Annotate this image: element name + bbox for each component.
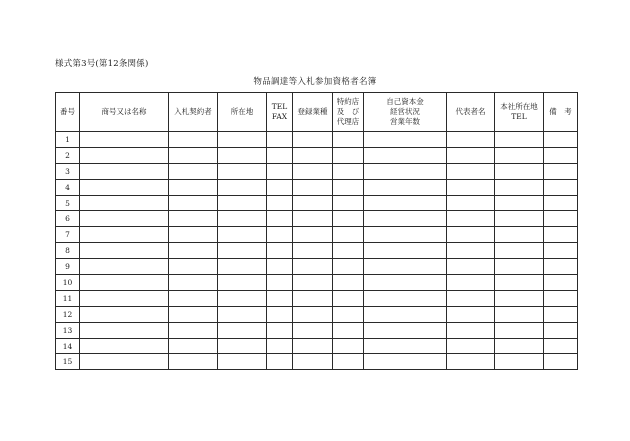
column-header-remarks: 備 考 (544, 93, 578, 132)
column-header-tel-fax: TEL FAX (267, 93, 293, 132)
cell-business (293, 322, 333, 338)
row-number: 11 (56, 290, 80, 306)
cell-representative (447, 211, 495, 227)
cell-head-office (495, 195, 544, 211)
cell-trade-name (80, 195, 169, 211)
cell-tel-fax (267, 338, 293, 354)
cell-trade-name (80, 338, 169, 354)
cell-trade-name (80, 275, 169, 291)
cell-representative (447, 195, 495, 211)
cell-representative (447, 163, 495, 179)
cell-capital (364, 227, 447, 243)
cell-bidder (169, 306, 218, 322)
cell-agency (333, 179, 364, 195)
cell-capital (364, 163, 447, 179)
cell-remarks (544, 179, 578, 195)
row-number: 5 (56, 195, 80, 211)
cell-agency (333, 243, 364, 259)
cell-capital (364, 338, 447, 354)
cell-remarks (544, 275, 578, 291)
cell-bidder (169, 290, 218, 306)
column-header-bidder: 入札契約者 (169, 93, 218, 132)
table-row (56, 227, 578, 243)
cell-capital (364, 322, 447, 338)
cell-business (293, 290, 333, 306)
cell-head-office (495, 290, 544, 306)
cell-bidder (169, 354, 218, 370)
cell-business (293, 163, 333, 179)
cell-remarks (544, 338, 578, 354)
cell-representative (447, 259, 495, 275)
cell-trade-name (80, 290, 169, 306)
cell-capital (364, 275, 447, 291)
cell-business (293, 195, 333, 211)
column-header-head-office: 本社所在地 TEL (495, 93, 544, 132)
cell-remarks (544, 195, 578, 211)
cell-agency (333, 338, 364, 354)
cell-representative (447, 132, 495, 148)
cell-head-office (495, 275, 544, 291)
cell-trade-name (80, 163, 169, 179)
cell-business (293, 306, 333, 322)
cell-agency (333, 306, 364, 322)
cell-remarks (544, 354, 578, 370)
row-number: 14 (56, 338, 80, 354)
cell-head-office (495, 132, 544, 148)
table-row (56, 243, 578, 259)
row-number: 15 (56, 354, 80, 370)
cell-representative (447, 147, 495, 163)
column-header-business: 登録業種 (293, 93, 333, 132)
cell-business (293, 338, 333, 354)
cell-bidder (169, 338, 218, 354)
cell-head-office (495, 179, 544, 195)
cell-representative (447, 290, 495, 306)
row-number: 1 (56, 132, 80, 148)
table-row (56, 211, 578, 227)
table-header-row (56, 93, 578, 132)
cell-bidder (169, 132, 218, 148)
cell-remarks (544, 306, 578, 322)
cell-address (218, 147, 267, 163)
cell-trade-name (80, 211, 169, 227)
cell-business (293, 227, 333, 243)
cell-business (293, 147, 333, 163)
cell-head-office (495, 147, 544, 163)
cell-trade-name (80, 132, 169, 148)
column-header-representative: 代表者名 (447, 93, 495, 132)
cell-tel-fax (267, 227, 293, 243)
cell-trade-name (80, 243, 169, 259)
cell-bidder (169, 243, 218, 259)
cell-address (218, 354, 267, 370)
table-row (56, 306, 578, 322)
table-row (56, 275, 578, 291)
cell-tel-fax (267, 322, 293, 338)
cell-capital (364, 259, 447, 275)
cell-bidder (169, 211, 218, 227)
row-number: 7 (56, 227, 80, 243)
cell-tel-fax (267, 147, 293, 163)
row-number: 10 (56, 275, 80, 291)
table-row (56, 354, 578, 370)
column-header-address: 所在地 (218, 93, 267, 132)
cell-address (218, 306, 267, 322)
cell-capital (364, 290, 447, 306)
cell-tel-fax (267, 195, 293, 211)
row-number: 9 (56, 259, 80, 275)
cell-trade-name (80, 259, 169, 275)
cell-head-office (495, 227, 544, 243)
row-number: 8 (56, 243, 80, 259)
cell-capital (364, 306, 447, 322)
cell-remarks (544, 147, 578, 163)
row-number: 3 (56, 163, 80, 179)
table-row (56, 338, 578, 354)
column-header-no: 番号 (56, 93, 80, 132)
cell-address (218, 195, 267, 211)
cell-remarks (544, 243, 578, 259)
cell-remarks (544, 163, 578, 179)
cell-representative (447, 227, 495, 243)
cell-tel-fax (267, 163, 293, 179)
cell-head-office (495, 322, 544, 338)
cell-agency (333, 163, 364, 179)
cell-address (218, 338, 267, 354)
cell-bidder (169, 147, 218, 163)
document-title: 物品調達等入札参加資格者名簿 (253, 77, 377, 87)
row-number: 4 (56, 179, 80, 195)
cell-agency (333, 147, 364, 163)
cell-address (218, 259, 267, 275)
cell-head-office (495, 306, 544, 322)
cell-representative (447, 179, 495, 195)
cell-head-office (495, 354, 544, 370)
cell-agency (333, 354, 364, 370)
cell-bidder (169, 322, 218, 338)
cell-bidder (169, 179, 218, 195)
table-row (56, 163, 578, 179)
table-row (56, 259, 578, 275)
table-row (56, 132, 578, 148)
cell-tel-fax (267, 354, 293, 370)
row-number: 13 (56, 322, 80, 338)
cell-capital (364, 179, 447, 195)
cell-remarks (544, 211, 578, 227)
cell-remarks (544, 132, 578, 148)
cell-representative (447, 243, 495, 259)
cell-address (218, 227, 267, 243)
row-number: 6 (56, 211, 80, 227)
cell-remarks (544, 259, 578, 275)
table-row (56, 179, 578, 195)
cell-representative (447, 306, 495, 322)
cell-capital (364, 195, 447, 211)
table-row (56, 290, 578, 306)
cell-business (293, 132, 333, 148)
cell-tel-fax (267, 290, 293, 306)
cell-tel-fax (267, 211, 293, 227)
cell-agency (333, 132, 364, 148)
cell-capital (364, 132, 447, 148)
cell-agency (333, 211, 364, 227)
cell-capital (364, 147, 447, 163)
row-number: 2 (56, 147, 80, 163)
cell-agency (333, 322, 364, 338)
cell-bidder (169, 195, 218, 211)
cell-business (293, 275, 333, 291)
cell-trade-name (80, 227, 169, 243)
cell-remarks (544, 322, 578, 338)
cell-agency (333, 227, 364, 243)
cell-representative (447, 275, 495, 291)
row-number: 12 (56, 306, 80, 322)
cell-address (218, 322, 267, 338)
cell-agency (333, 290, 364, 306)
register-table (55, 92, 578, 370)
cell-tel-fax (267, 275, 293, 291)
cell-business (293, 179, 333, 195)
cell-business (293, 259, 333, 275)
cell-head-office (495, 163, 544, 179)
table-body (56, 132, 578, 370)
cell-agency (333, 195, 364, 211)
cell-address (218, 179, 267, 195)
cell-trade-name (80, 322, 169, 338)
cell-agency (333, 275, 364, 291)
cell-trade-name (80, 147, 169, 163)
cell-bidder (169, 259, 218, 275)
cell-trade-name (80, 306, 169, 322)
column-header-trade-name: 商号又は名称 (80, 93, 169, 132)
cell-agency (333, 259, 364, 275)
cell-capital (364, 354, 447, 370)
cell-business (293, 354, 333, 370)
cell-tel-fax (267, 306, 293, 322)
cell-tel-fax (267, 259, 293, 275)
table-row (56, 195, 578, 211)
cell-address (218, 243, 267, 259)
cell-head-office (495, 211, 544, 227)
cell-tel-fax (267, 179, 293, 195)
cell-representative (447, 338, 495, 354)
cell-head-office (495, 338, 544, 354)
cell-bidder (169, 227, 218, 243)
table-row (56, 147, 578, 163)
table-row (56, 322, 578, 338)
cell-tel-fax (267, 132, 293, 148)
cell-business (293, 243, 333, 259)
cell-business (293, 211, 333, 227)
cell-address (218, 132, 267, 148)
cell-address (218, 275, 267, 291)
cell-tel-fax (267, 243, 293, 259)
cell-trade-name (80, 354, 169, 370)
cell-bidder (169, 275, 218, 291)
cell-representative (447, 322, 495, 338)
cell-representative (447, 354, 495, 370)
column-header-agency: 特約店 及 び 代理店 (333, 93, 364, 132)
cell-head-office (495, 259, 544, 275)
cell-bidder (169, 163, 218, 179)
cell-capital (364, 211, 447, 227)
column-header-capital: 自己資本金 経営状況 営業年数 (364, 93, 447, 132)
cell-capital (364, 243, 447, 259)
cell-head-office (495, 243, 544, 259)
cell-address (218, 211, 267, 227)
cell-address (218, 290, 267, 306)
cell-trade-name (80, 179, 169, 195)
cell-remarks (544, 290, 578, 306)
form-number-label: 様式第3号(第12条関係) (55, 59, 149, 69)
cell-remarks (544, 227, 578, 243)
cell-address (218, 163, 267, 179)
